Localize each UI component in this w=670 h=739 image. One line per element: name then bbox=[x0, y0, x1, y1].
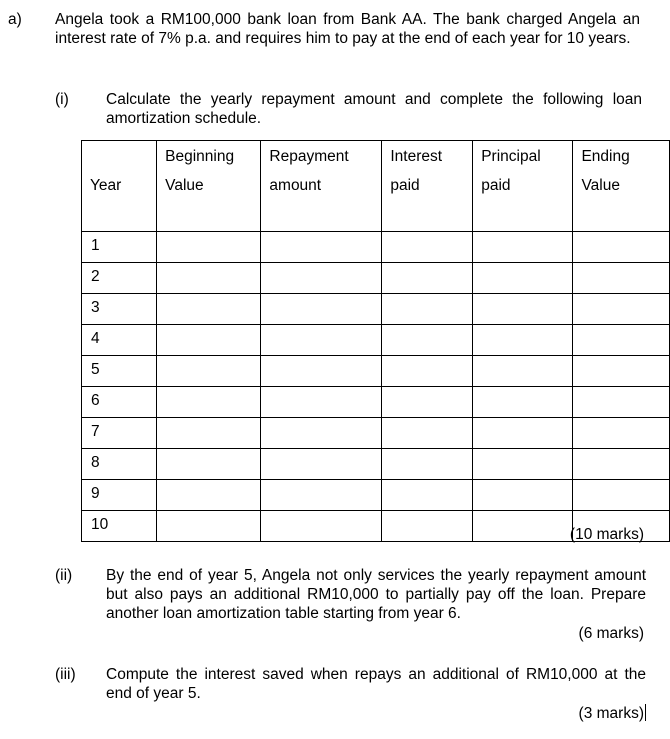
empty-cell bbox=[573, 449, 670, 480]
empty-cell bbox=[573, 263, 670, 294]
empty-cell bbox=[382, 263, 473, 294]
empty-cell bbox=[261, 294, 382, 325]
empty-cell bbox=[157, 480, 261, 511]
empty-cell bbox=[157, 449, 261, 480]
empty-cell bbox=[382, 387, 473, 418]
empty-cell bbox=[157, 356, 261, 387]
year-cell: 2 bbox=[82, 263, 157, 294]
empty-cell bbox=[157, 263, 261, 294]
empty-cell bbox=[573, 232, 670, 263]
part-iii-label: (iii) bbox=[55, 666, 76, 683]
empty-cell bbox=[473, 511, 573, 542]
year-cell: 3 bbox=[82, 294, 157, 325]
part-i-marks: (10 marks) bbox=[569, 526, 644, 543]
empty-cell bbox=[382, 449, 473, 480]
empty-cell bbox=[157, 387, 261, 418]
empty-cell bbox=[261, 387, 382, 418]
empty-cell bbox=[573, 480, 670, 511]
year-cell: 7 bbox=[82, 418, 157, 449]
empty-cell bbox=[473, 387, 573, 418]
empty-cell bbox=[473, 449, 573, 480]
empty-cell bbox=[382, 418, 473, 449]
question-text: Angela took a RM100,000 bank loan from Bank AA. The bank charged Angela an interest rate of 7% p.a. and requires him to pay at the end of each year for 10 years. bbox=[55, 11, 640, 47]
empty-cell bbox=[473, 294, 573, 325]
empty-cell bbox=[473, 356, 573, 387]
empty-cell bbox=[261, 449, 382, 480]
empty-cell bbox=[473, 263, 573, 294]
text-cursor bbox=[645, 704, 646, 721]
table-row bbox=[82, 232, 670, 263]
empty-cell bbox=[382, 232, 473, 263]
part-ii-marks: (6 marks) bbox=[578, 625, 644, 642]
part-i-label: (i) bbox=[55, 91, 69, 108]
empty-cell bbox=[473, 232, 573, 263]
part-iii-text: Compute the interest saved when repays an additional of RM10,000 at the end of year 5. bbox=[106, 666, 646, 702]
table-body bbox=[82, 232, 670, 542]
header-repayment-amount: Repayment amount bbox=[261, 141, 382, 232]
year-cell: 8 bbox=[82, 449, 157, 480]
part-i-text: Calculate the yearly repayment amount and complete the following loan amortization schedule. bbox=[106, 91, 642, 127]
header-interest-paid: Interest paid bbox=[382, 141, 473, 232]
empty-cell bbox=[473, 418, 573, 449]
empty-cell bbox=[261, 418, 382, 449]
empty-cell bbox=[261, 263, 382, 294]
empty-cell bbox=[382, 480, 473, 511]
year-cell: 4 bbox=[82, 325, 157, 356]
year-cell: 10 bbox=[82, 511, 157, 542]
table-header-row bbox=[82, 141, 670, 232]
empty-cell bbox=[157, 418, 261, 449]
amortization-table bbox=[81, 140, 670, 542]
table-row bbox=[82, 356, 670, 387]
empty-cell bbox=[261, 511, 382, 542]
empty-cell bbox=[573, 294, 670, 325]
table-row bbox=[82, 480, 670, 511]
empty-cell bbox=[261, 356, 382, 387]
part-iii-marks: (3 marks) bbox=[578, 705, 644, 722]
empty-cell bbox=[573, 356, 670, 387]
empty-cell bbox=[382, 356, 473, 387]
empty-cell bbox=[382, 325, 473, 356]
empty-cell bbox=[157, 294, 261, 325]
table-row bbox=[82, 325, 670, 356]
empty-cell bbox=[157, 232, 261, 263]
empty-cell bbox=[473, 480, 573, 511]
empty-cell bbox=[261, 480, 382, 511]
year-cell: 6 bbox=[82, 387, 157, 418]
empty-cell bbox=[573, 325, 670, 356]
header-principal-paid: Principal paid bbox=[473, 141, 573, 232]
table-row bbox=[82, 263, 670, 294]
empty-cell bbox=[157, 511, 261, 542]
table-row bbox=[82, 387, 670, 418]
empty-cell bbox=[473, 325, 573, 356]
empty-cell bbox=[382, 294, 473, 325]
table-row bbox=[82, 449, 670, 480]
year-cell: 5 bbox=[82, 356, 157, 387]
table-row bbox=[82, 294, 670, 325]
empty-cell bbox=[573, 418, 670, 449]
empty-cell bbox=[382, 511, 473, 542]
header-year: Year bbox=[82, 141, 157, 232]
empty-cell bbox=[261, 232, 382, 263]
table-row bbox=[82, 418, 670, 449]
part-ii-text: By the end of year 5, Angela not only services the yearly repayment amount but also pays an additional RM10,000 to partially pay off the loan. Prepare another loan amortization table starting from year 6. bbox=[106, 567, 646, 622]
header-beginning-value: Beginning Value bbox=[157, 141, 261, 232]
question-label: a) bbox=[8, 11, 22, 28]
part-ii-label: (ii) bbox=[55, 567, 73, 584]
empty-cell bbox=[573, 387, 670, 418]
year-cell: 1 bbox=[82, 232, 157, 263]
empty-cell bbox=[261, 325, 382, 356]
year-cell: 9 bbox=[82, 480, 157, 511]
header-ending-value: Ending Value bbox=[573, 141, 670, 232]
empty-cell bbox=[157, 325, 261, 356]
